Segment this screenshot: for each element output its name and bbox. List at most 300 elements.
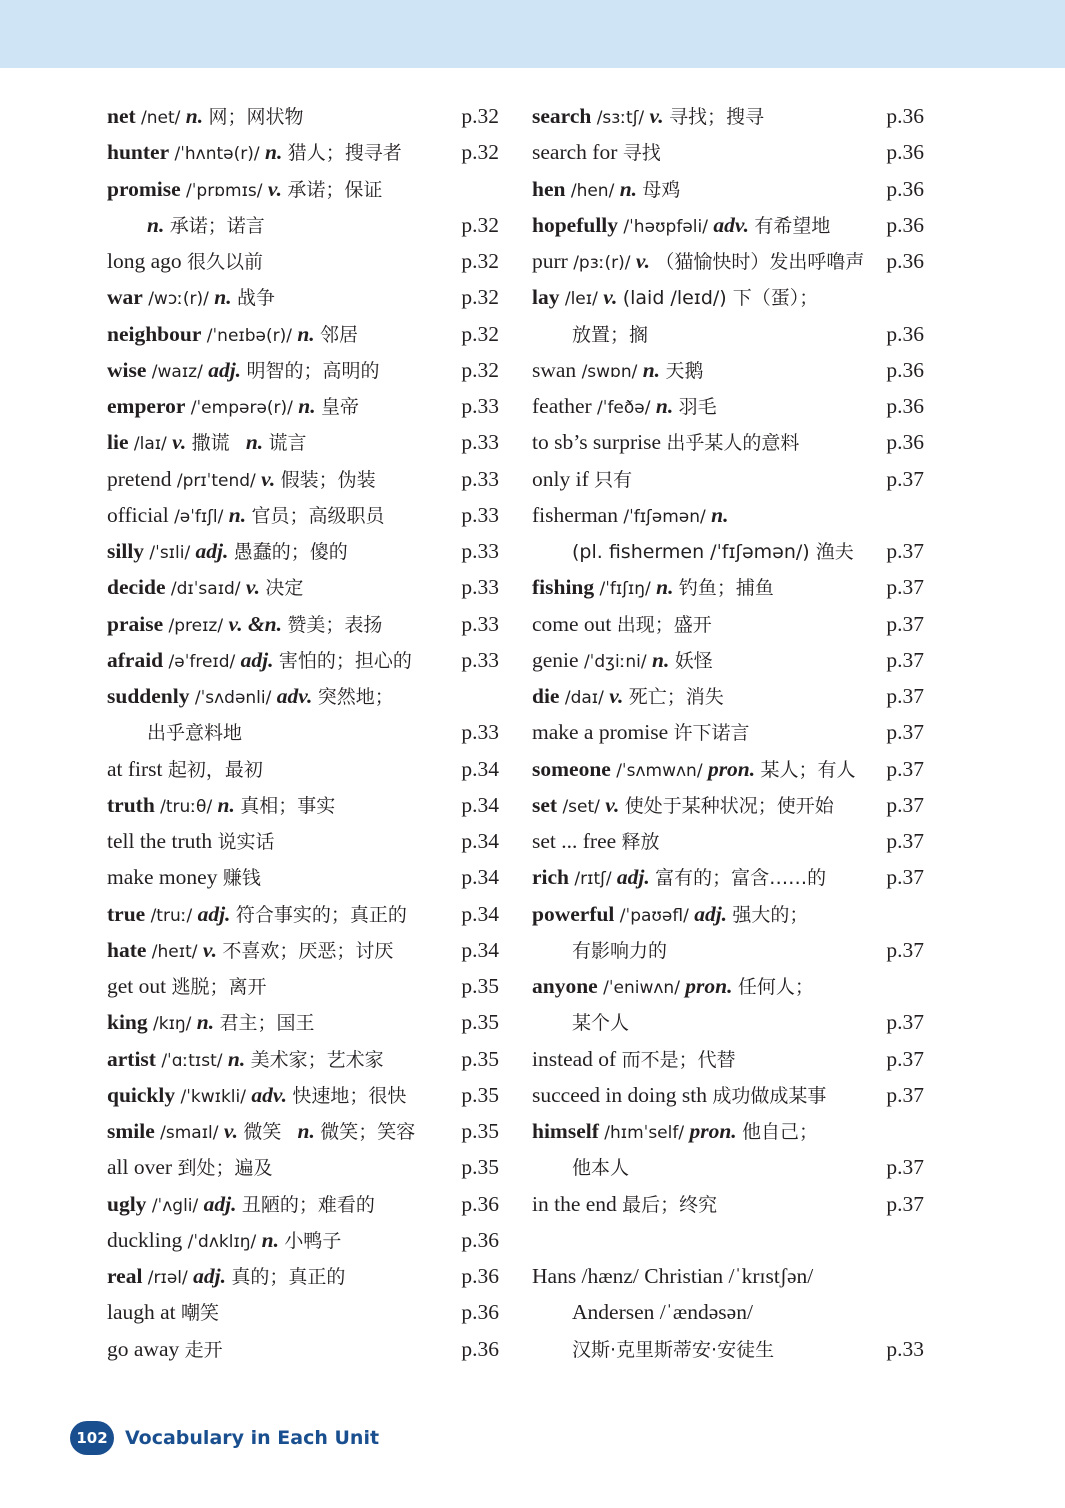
entry-text: [532, 134, 924, 171]
phonetic: /rɪtʃ/: [574, 869, 612, 890]
phrase: all over: [107, 1155, 173, 1180]
meaning: 邻居: [320, 323, 359, 346]
vocab-entry: [532, 1004, 924, 1040]
vocab-entry: [107, 207, 499, 243]
vocab-entry: [107, 787, 499, 823]
phonetic: /kɪŋ/: [153, 1014, 192, 1035]
headword: decide: [107, 575, 166, 600]
entry-text: [532, 968, 924, 1006]
part-of-speech: n.: [261, 1227, 279, 1252]
vocab-entry: [107, 714, 499, 750]
page-ref: p.33: [461, 647, 499, 672]
phonetic: /ˈfɪʃəmən/: [623, 506, 706, 527]
page-ref: p.37: [886, 1046, 924, 1071]
vocab-entry: [107, 896, 499, 932]
part-of-speech: v.: [635, 249, 650, 273]
top-color-band: [0, 0, 1065, 68]
phrase: Andersen /ˈændəsən/: [572, 1300, 753, 1325]
vocab-entry: [532, 1186, 924, 1222]
part-of-speech: v.: [267, 176, 282, 201]
entry-text: [107, 1004, 499, 1042]
meaning: 妖怪: [674, 649, 713, 672]
meaning: 只有: [594, 468, 633, 491]
vocab-entry: [532, 461, 924, 497]
phonetic: /əˈfɪʃl/: [174, 506, 224, 527]
part-of-speech: v.: [603, 285, 618, 310]
entry-text: [107, 787, 499, 825]
page-ref: p.37: [886, 684, 924, 708]
page-ref: p.37: [886, 865, 924, 890]
meaning: 君主；国王: [219, 1012, 315, 1035]
phonetic: /ˈneɪbə(r)/: [206, 325, 292, 346]
part-of-speech: adj.: [616, 865, 650, 890]
entry-text: [107, 1113, 499, 1151]
headword: true: [107, 901, 146, 926]
entry-text: [532, 787, 924, 825]
part-of-speech: n.: [655, 394, 674, 418]
entry-text: [107, 968, 499, 1005]
phonetic: /ˈempərə(r)/: [190, 398, 293, 418]
vocab-entry: [107, 1004, 499, 1040]
vocab-entry: [107, 1331, 499, 1367]
entry-text: [532, 171, 924, 209]
page-ref: p.36: [461, 1300, 499, 1325]
entry-text: [107, 859, 499, 896]
vocab-entry: [532, 1041, 924, 1077]
page-ref: p.35: [461, 1046, 499, 1071]
headword: lay: [532, 285, 560, 310]
phonetic: /ˈsʌmwʌn/: [616, 760, 703, 781]
entry-text: [107, 1077, 499, 1115]
page-ref: p.33: [461, 394, 499, 418]
entry-text: [532, 859, 924, 897]
page-ref: p.37: [886, 575, 924, 600]
meaning: 假装；伪装: [280, 468, 376, 491]
part-of-speech: v.: [245, 575, 261, 600]
meaning: 符合事实的；真正的: [235, 903, 407, 926]
vocab-entry: [532, 497, 924, 533]
phrase: succeed in doing sth: [532, 1082, 707, 1107]
page-ref: p.36: [886, 321, 924, 346]
meaning: 小鸭子: [284, 1229, 342, 1252]
phonetic: /ˈɑːtɪst/: [161, 1050, 223, 1071]
phonetic: /ˈsɪli/: [149, 543, 191, 563]
entry-text: [107, 171, 499, 209]
meaning: 最后；终究: [622, 1193, 718, 1216]
vocab-entry: [532, 533, 924, 569]
page-ref: p.37: [886, 611, 924, 636]
page-ref: p.32: [461, 212, 499, 237]
page-ref: p.37: [886, 539, 924, 563]
part-of-speech: v.: [649, 104, 664, 128]
meaning: 有希望地: [754, 214, 831, 237]
phonetic: /ˈhəʊpfəli/: [623, 216, 708, 237]
entry-text: [107, 714, 499, 751]
meaning: 他本人: [572, 1157, 630, 1180]
headword: hunter: [107, 140, 170, 165]
headword: anyone: [532, 974, 598, 998]
page-ref: p.35: [461, 1155, 499, 1180]
vocab-entry: [532, 751, 924, 787]
vocab-entry: [107, 352, 499, 388]
vocab-entry: [107, 1113, 499, 1149]
meaning: 不喜欢；厌恶；讨厌: [222, 939, 394, 962]
phrase: make a promise: [532, 720, 669, 745]
headword: search: [532, 104, 592, 128]
headword: himself: [532, 1119, 599, 1143]
page-ref: p.36: [886, 249, 924, 273]
page-ref: p.35: [461, 1119, 499, 1143]
part-of-speech: n.: [711, 502, 729, 527]
meaning: 战争: [236, 287, 275, 310]
phonetic: /smaɪl/: [160, 1123, 219, 1143]
phonetic: /wɔː(r)/: [148, 289, 209, 310]
meaning: 快速地；很快: [292, 1084, 407, 1107]
meaning: 说实话: [217, 831, 275, 853]
headword: quickly: [107, 1082, 176, 1107]
phonetic: /leɪ/: [564, 289, 598, 310]
meaning: 许下诺言: [673, 722, 750, 745]
entry-text: [107, 352, 499, 390]
vocab-entry: [107, 606, 499, 642]
vocab-entry: [532, 932, 924, 968]
meaning: 官员；高级职员: [251, 504, 385, 527]
headword: real: [107, 1264, 143, 1288]
phonetic: /rɪəl/: [147, 1268, 188, 1288]
meaning: 使处于某种状况；使开始: [624, 794, 834, 817]
vocab-entry: [107, 751, 499, 787]
vocab-entry: [107, 1041, 499, 1077]
vocab-entry: [107, 642, 499, 678]
part-of-speech: pron.: [707, 756, 756, 781]
page-ref: p.36: [886, 140, 924, 165]
meaning: 起初，最初: [167, 758, 263, 781]
meaning: 撒谎: [191, 432, 230, 455]
phonetic: /truːθ/: [160, 796, 213, 817]
vocab-entry: [107, 279, 499, 315]
entry-text: [107, 896, 499, 934]
headword: net: [107, 104, 136, 128]
meaning: 母鸡: [642, 178, 681, 201]
page-number-badge: 102: [70, 1421, 114, 1455]
meaning: 寻找；搜寻: [669, 106, 765, 128]
phonetic: /waɪz/: [151, 361, 203, 382]
page-ref: p.34: [461, 937, 499, 962]
entry-text: [532, 751, 924, 789]
headword: afraid: [107, 647, 164, 672]
page-ref: p.37: [886, 466, 924, 491]
page-ref: p.37: [886, 1155, 924, 1180]
entry-text: [107, 1149, 499, 1186]
headword: set: [532, 792, 558, 817]
entry-text: [107, 678, 499, 716]
entry-text: [107, 134, 499, 172]
entry-text: [532, 1113, 924, 1151]
meaning: 丑陋的；难看的: [241, 1193, 375, 1216]
vocab-entry: [532, 207, 924, 243]
headword: suddenly: [107, 684, 190, 708]
page-ref: p.36: [886, 394, 924, 418]
page-ref: p.35: [461, 1082, 499, 1107]
phrase: in the end: [532, 1191, 617, 1216]
meaning: 出乎某人的意料: [666, 432, 800, 455]
meaning: 决定: [265, 577, 304, 600]
part-of-speech: v.: [605, 792, 620, 817]
page-ref: p.37: [886, 1082, 924, 1107]
page-ref: p.33: [461, 502, 499, 527]
entry-text: [532, 678, 924, 716]
vocab-entry: [107, 424, 499, 460]
meaning: 他自己；: [742, 1121, 819, 1143]
part-of-speech: n.: [656, 575, 674, 600]
part-of-speech: pron.: [685, 974, 733, 998]
part-of-speech: adv.: [713, 212, 749, 237]
vocab-entry: [532, 352, 924, 388]
page-ref: p.34: [461, 756, 499, 781]
phrase: to sb’s surprise: [532, 430, 661, 455]
entry-text: [107, 533, 499, 571]
headword: lie: [107, 430, 129, 455]
page-ref: p.37: [886, 756, 924, 781]
meaning: 逃脱；离开: [171, 976, 267, 998]
phrase: make money: [107, 865, 218, 890]
entry-text: [107, 207, 499, 244]
vocab-entry: [107, 388, 499, 424]
phonetic: /ˈhʌntə(r)/: [174, 144, 260, 165]
phonetic: /net/: [141, 108, 181, 128]
part-of-speech: v.: [172, 430, 187, 455]
vocab-entry: [107, 569, 499, 605]
meaning: (pl. fishermen /ˈfɪʃəmən/) 渔夫: [572, 541, 854, 563]
page-ref: p.34: [461, 792, 499, 817]
phrase: set ... free: [532, 829, 617, 853]
meaning: 释放: [621, 831, 660, 853]
entry-text: [532, 1041, 924, 1078]
part-of-speech: adj.: [193, 1264, 226, 1288]
entry-text: [107, 642, 499, 680]
phonetic: /preɪz/: [168, 615, 224, 636]
part-of-speech: pron.: [689, 1119, 737, 1143]
headword: praise: [107, 611, 164, 636]
part-of-speech: n.: [652, 647, 670, 672]
phrase: duckling: [107, 1227, 183, 1252]
meaning: 天鹅: [665, 359, 704, 382]
page-ref: p.33: [461, 575, 499, 600]
part-of-speech: adj.: [240, 647, 274, 672]
meaning: 真相；事实: [240, 794, 336, 817]
phrase: search for: [532, 140, 618, 165]
entry-text: [532, 569, 924, 607]
phonetic: /ˈʌgli/: [151, 1195, 199, 1216]
entry-text: [532, 533, 924, 570]
vocab-entry: [532, 134, 924, 170]
entry-text: [107, 1294, 499, 1331]
page-ref: p.36: [461, 1264, 499, 1288]
part-of-speech: v.: [223, 1119, 238, 1143]
entry-text: [532, 243, 924, 281]
phrase: official: [107, 502, 169, 527]
entry-text: [532, 1077, 924, 1114]
phonetic: /ˈpaʊəfl/: [619, 905, 689, 926]
footer-title: Vocabulary in Each Unit: [125, 1427, 380, 1449]
page-ref: p.36: [461, 1336, 499, 1361]
part-of-speech: adj.: [694, 901, 728, 926]
vocab-entry: [107, 171, 499, 207]
phonetic: /prɪˈtend/: [176, 470, 256, 491]
vocab-entry: [532, 1077, 924, 1113]
vocab-entry: [532, 1294, 924, 1330]
page-ref: p.37: [886, 720, 924, 745]
page-ref: p.33: [461, 466, 499, 491]
entry-text: [107, 932, 499, 970]
part-of-speech-2: n.: [297, 1119, 315, 1143]
vocab-entry: [107, 316, 499, 352]
meaning: 某个人: [572, 1012, 630, 1035]
entry-text: [107, 98, 499, 136]
headword: artist: [107, 1046, 156, 1071]
phonetic: /ˈprɒmɪs/: [186, 180, 263, 201]
part-of-speech: n.: [227, 1046, 246, 1071]
part-of-speech: adj.: [203, 1191, 237, 1216]
meaning: 网；网状物: [208, 106, 304, 128]
headword: truth: [107, 792, 155, 817]
headword: hen: [532, 176, 566, 201]
meaning: 真的；真正的: [231, 1266, 346, 1288]
vocab-entry: [107, 968, 499, 1004]
meaning: (laid /leɪd/) 下（蛋）；: [622, 287, 819, 310]
page-ref: p.32: [461, 249, 499, 273]
entry-text: [532, 388, 924, 426]
page-ref: p.35: [461, 1010, 499, 1035]
phonetic: /ˈfɪʃɪŋ/: [599, 579, 651, 600]
headword: neighbour: [107, 321, 202, 346]
meaning: 嘲笑: [181, 1302, 220, 1325]
page-ref: p.32: [461, 140, 499, 165]
vocab-column-right: [532, 98, 924, 1367]
page-ref: p.33: [461, 611, 499, 636]
entry-text: [107, 243, 499, 280]
vocab-entry: [532, 642, 924, 678]
headword: rich: [532, 865, 570, 890]
meaning: 死亡；消失: [628, 686, 724, 708]
meaning: 到处；遍及: [177, 1157, 273, 1180]
vocab-entry: [107, 678, 499, 714]
meaning: 微笑: [243, 1121, 282, 1143]
meaning: 成功做成某事: [712, 1084, 827, 1107]
meaning: 承诺；诺言: [169, 214, 265, 237]
page-ref: p.32: [461, 104, 499, 128]
page-ref: p.32: [461, 321, 499, 346]
entry-text: [107, 1041, 499, 1079]
vocab-entry: [107, 497, 499, 533]
phonetic: /sɜːtʃ/: [596, 108, 645, 128]
vocab-entry: [532, 243, 924, 279]
vocab-entry: [107, 1186, 499, 1222]
vocab-entry: [532, 859, 924, 895]
phonetic: /ˈsʌdənli/: [194, 688, 272, 708]
vocab-entry: [532, 316, 924, 352]
meaning: 猎人；搜寻者: [287, 142, 402, 165]
entry-text: [532, 352, 924, 390]
vocab-entry: [107, 1258, 499, 1294]
page-ref: p.35: [461, 974, 499, 998]
phonetic: /əˈfreɪd/: [168, 651, 236, 672]
entry-text: [532, 932, 924, 969]
entry-text: [532, 98, 924, 136]
page-ref: p.37: [886, 937, 924, 962]
part-of-speech: n.: [214, 285, 232, 310]
page-ref: p.36: [461, 1227, 499, 1252]
entry-text: [107, 388, 499, 426]
phonetic: /daɪ/: [564, 688, 604, 708]
phonetic: /ˈkwɪkli/: [180, 1086, 246, 1107]
phonetic: /dɪˈsaɪd/: [170, 579, 241, 600]
entry-text: [532, 424, 924, 461]
phonetic: /ˈdʒiːni/: [583, 651, 647, 672]
vocab-entry: [532, 823, 924, 859]
page-ref: p.34: [461, 901, 499, 926]
vocab-entry: [107, 932, 499, 968]
phrase: come out: [532, 611, 612, 636]
entry-text: [532, 497, 924, 535]
meaning: 汉斯·克里斯蒂安·安徒生: [572, 1338, 775, 1361]
meaning: 明智的；高明的: [246, 359, 380, 382]
meaning: （猫愉快时）发出呼噜声: [655, 251, 865, 273]
meaning: 害怕的；担心的: [278, 649, 412, 672]
phonetic: /laɪ/: [133, 434, 167, 455]
page-ref: p.34: [461, 829, 499, 853]
part-of-speech: n.: [265, 140, 283, 165]
entry-text: [532, 642, 924, 680]
vocab-entry: [532, 1331, 924, 1367]
vocab-entry: [107, 461, 499, 497]
entry-text: [107, 279, 499, 317]
headword: promise: [107, 176, 181, 201]
phrase: purr: [532, 249, 568, 273]
entry-text: [107, 461, 499, 499]
phrase: pretend: [107, 466, 172, 491]
headword: wise: [107, 357, 147, 382]
entry-text: [107, 823, 499, 860]
phonetic: /heɪt/: [151, 941, 198, 962]
meaning: 有影响力的: [572, 939, 668, 962]
part-of-speech: adv.: [276, 684, 313, 708]
entry-text: [532, 461, 924, 498]
vocab-entry: [107, 98, 499, 134]
page-ref: p.37: [886, 792, 924, 817]
entry-text: [107, 424, 499, 462]
meaning: 寻找: [622, 142, 661, 165]
meaning: 而不是；代替: [621, 1048, 736, 1071]
part-of-speech: n.: [298, 394, 316, 418]
vocab-entry: [532, 787, 924, 823]
meaning: 赞美；表扬: [287, 613, 383, 636]
page-ref: p.36: [886, 176, 924, 201]
page-ref: p.33: [461, 539, 499, 563]
phrase: swan: [532, 357, 577, 382]
entry-text: [532, 279, 924, 317]
vocab-entry: [532, 678, 924, 714]
page-ref: p.36: [886, 212, 924, 237]
page-ref: p.37: [886, 1191, 924, 1216]
part-of-speech: v. &n.: [228, 611, 283, 636]
meaning: 富有的；富含……的: [655, 867, 827, 890]
page-ref: p.36: [886, 357, 924, 382]
vocab-entry: [107, 243, 499, 279]
meaning: 放置；搁: [572, 323, 649, 346]
phonetic: /ˈeniwʌn/: [603, 978, 680, 998]
part-of-speech: adj.: [208, 357, 242, 382]
